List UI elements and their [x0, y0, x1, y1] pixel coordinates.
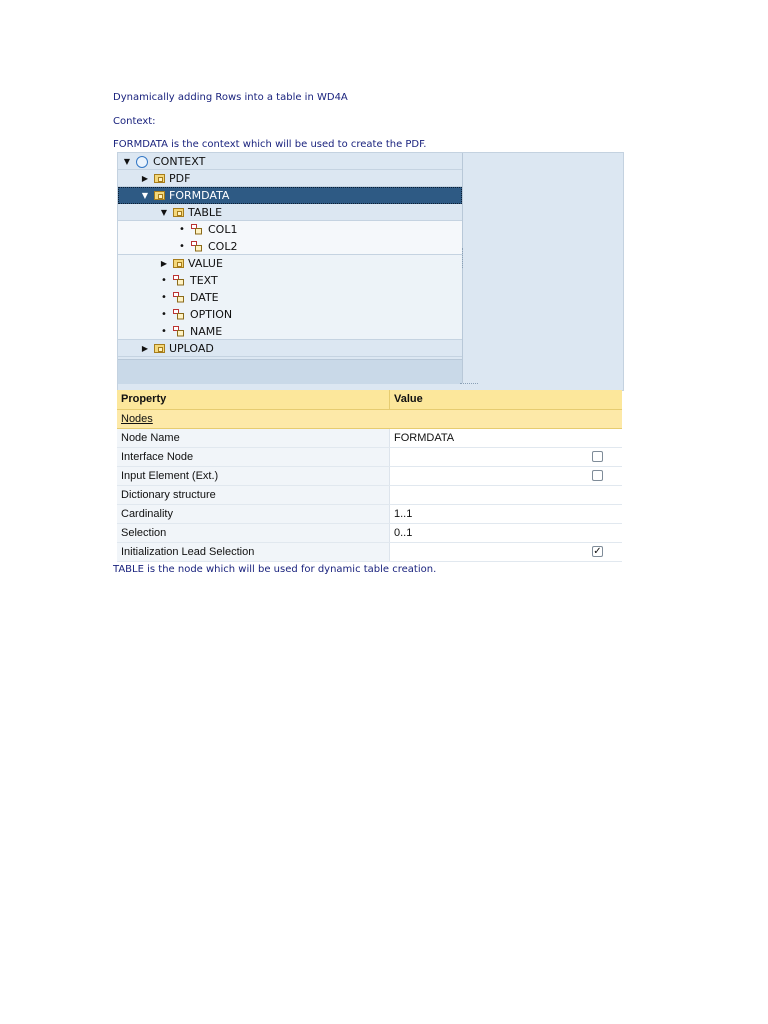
context-heading: Context:: [113, 116, 156, 127]
context-tree: [118, 153, 463, 383]
leaf-bullet-icon: •: [179, 223, 185, 235]
tree-node-formdata[interactable]: [118, 187, 462, 204]
tree-node-label: TEXT: [190, 274, 218, 287]
init-lead-selection-checkbox[interactable]: ✓: [593, 546, 602, 557]
property-row-selection[interactable]: [117, 524, 622, 543]
property-table-header: [117, 390, 622, 410]
column-header-value[interactable]: Value: [394, 393, 423, 405]
property-label: Initialization Lead Selection: [117, 543, 390, 561]
attribute-icon: [191, 241, 203, 252]
property-label: Cardinality: [117, 505, 390, 523]
property-label: Node Name: [117, 429, 390, 447]
tree-node-value[interactable]: [118, 255, 462, 272]
tree-node-label: DATE: [190, 291, 219, 304]
attribute-icon: [173, 275, 185, 286]
tree-node-label: VALUE: [188, 257, 223, 270]
property-label: Dictionary structure: [117, 486, 390, 504]
leaf-bullet-icon: •: [161, 274, 167, 286]
property-table: [117, 390, 622, 562]
property-value[interactable]: 1..1: [390, 505, 622, 523]
property-value: [390, 448, 622, 466]
property-row-input-element[interactable]: [117, 467, 622, 486]
tree-node-label: CONTEXT: [153, 155, 206, 168]
table-description: TABLE is the node which will be used for dynamic table creation.: [113, 564, 437, 575]
node-folder-icon: [173, 259, 184, 268]
tree-attr-name[interactable]: [118, 323, 462, 340]
section-nodes[interactable]: [117, 410, 622, 429]
tree-node-label: NAME: [190, 325, 223, 338]
tree-attr-col2[interactable]: [118, 238, 462, 255]
property-value[interactable]: [390, 486, 622, 504]
leaf-bullet-icon: •: [161, 325, 167, 337]
leaf-bullet-icon: •: [161, 308, 167, 320]
tree-node-label: PDF: [169, 172, 191, 185]
tree-node-context[interactable]: [118, 153, 462, 170]
tree-node-label: COL1: [208, 223, 238, 236]
attribute-icon: [173, 326, 185, 337]
expand-triangle-icon[interactable]: ▼: [160, 208, 168, 217]
node-folder-icon: [154, 191, 165, 200]
context-tree-panel: [117, 152, 624, 391]
tree-attr-col1[interactable]: [118, 221, 462, 238]
property-label: Input Element (Ext.): [117, 467, 390, 485]
tree-node-table[interactable]: [118, 204, 462, 221]
formdata-description: FORMDATA is the context which will be used to create the PDF.: [113, 139, 427, 150]
leaf-bullet-icon: •: [179, 240, 185, 252]
collapse-triangle-icon[interactable]: ▶: [160, 259, 168, 268]
tree-node-label: FORMDATA: [169, 189, 230, 202]
property-row-dictionary-structure[interactable]: [117, 486, 622, 505]
node-folder-icon: [173, 208, 184, 217]
property-value[interactable]: FORMDATA: [390, 429, 622, 447]
tree-node-upload[interactable]: [118, 340, 462, 357]
section-label[interactable]: Nodes: [121, 413, 153, 425]
attribute-icon: [173, 292, 185, 303]
context-icon: [136, 156, 148, 168]
interface-node-checkbox[interactable]: [592, 451, 603, 462]
attribute-icon: [173, 309, 185, 320]
tree-attr-date[interactable]: [118, 289, 462, 306]
property-row-cardinality[interactable]: [117, 505, 622, 524]
tree-attr-text[interactable]: [118, 272, 462, 289]
tree-node-label: OPTION: [190, 308, 233, 321]
expand-triangle-icon[interactable]: ▼: [123, 157, 131, 166]
property-label: Interface Node: [117, 448, 390, 466]
node-folder-icon: [154, 344, 165, 353]
column-header-property[interactable]: Property: [117, 390, 390, 409]
property-row-interface-node[interactable]: [117, 448, 622, 467]
attribute-icon: [191, 224, 203, 235]
doc-title: Dynamically adding Rows into a table in WD4A: [113, 92, 348, 103]
input-element-checkbox[interactable]: [592, 470, 603, 481]
tree-node-pdf[interactable]: [118, 170, 462, 187]
collapse-triangle-icon[interactable]: ▶: [141, 344, 149, 353]
property-row-node-name[interactable]: [117, 429, 622, 448]
property-row-init-lead-selection[interactable]: [117, 543, 622, 562]
tree-node-label: TABLE: [188, 206, 223, 219]
tree-attr-option[interactable]: [118, 306, 462, 323]
property-value: [390, 467, 622, 485]
property-label: Selection: [117, 524, 390, 542]
vertical-splitter-grip[interactable]: [462, 248, 466, 268]
property-value: [390, 543, 622, 561]
tree-node-label: UPLOAD: [169, 342, 214, 355]
node-folder-icon: [154, 174, 165, 183]
tree-empty-area: [118, 359, 462, 384]
leaf-bullet-icon: •: [161, 291, 167, 303]
collapse-triangle-icon[interactable]: ▶: [141, 174, 149, 183]
expand-triangle-icon[interactable]: ▼: [141, 191, 149, 200]
horizontal-splitter-grip[interactable]: [460, 383, 478, 387]
tree-node-label: COL2: [208, 240, 238, 253]
property-value[interactable]: 0..1: [390, 524, 622, 542]
